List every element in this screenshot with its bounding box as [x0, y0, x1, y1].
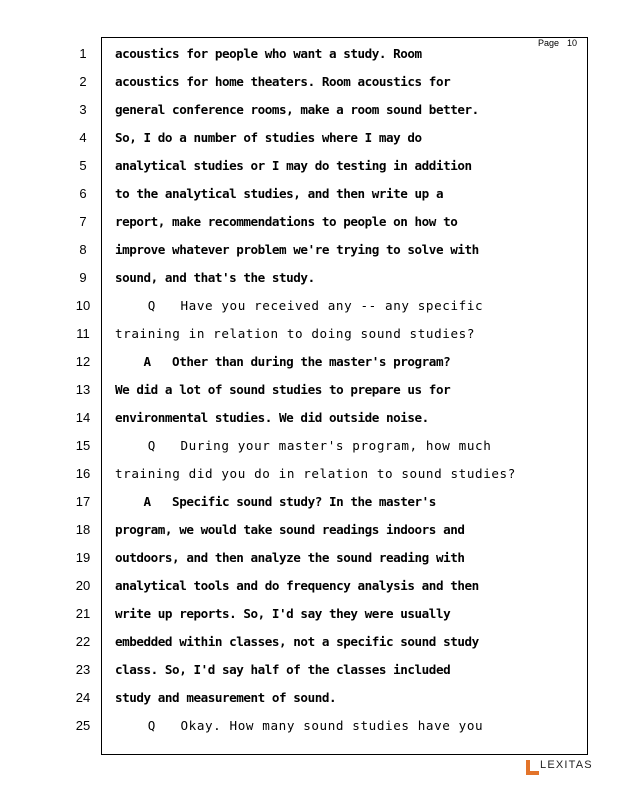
line-text: Q Okay. How many sound studies have you	[115, 718, 484, 733]
transcript-line	[0, 180, 618, 208]
page-label-text: Page	[537, 38, 559, 48]
transcript-line	[0, 68, 618, 96]
transcript-line	[0, 348, 618, 376]
line-number: 11	[76, 326, 90, 341]
line-text: training did you do in relation to sound studies?	[115, 466, 516, 481]
line-number: 23	[75, 662, 91, 677]
line-number: 14	[75, 410, 91, 425]
line-text: general conference rooms, make a room sound better.	[115, 102, 479, 117]
line-text: analytical studies or I may do testing in addition	[115, 158, 472, 173]
line-text: class. So, I'd say half of the classes included	[115, 662, 451, 677]
transcript-line	[0, 684, 618, 712]
line-number: 17	[75, 494, 91, 509]
transcript-line	[0, 656, 618, 684]
transcript-line	[0, 432, 618, 460]
transcript-line	[0, 376, 618, 404]
line-number: 16	[75, 466, 91, 481]
line-number: 18	[75, 522, 91, 537]
line-number: 20	[75, 578, 91, 593]
line-number: 10	[75, 298, 91, 313]
lexitas-logo-text: LEXITAS	[540, 759, 593, 771]
line-number: 4	[79, 130, 87, 145]
line-number: 6	[79, 186, 87, 201]
lexitas-logo	[526, 758, 596, 778]
line-number: 3	[79, 102, 87, 117]
line-text: environmental studies. We did outside noise.	[115, 410, 429, 425]
line-text: improve whatever problem we're trying to solve with	[115, 242, 479, 257]
transcript-line	[0, 544, 618, 572]
transcript-line	[0, 628, 618, 656]
line-number: 5	[79, 158, 87, 173]
transcript-line	[0, 292, 618, 320]
line-text: acoustics for home theaters. Room acoustics for	[115, 74, 451, 89]
transcript-line	[0, 124, 618, 152]
transcript-line	[0, 208, 618, 236]
line-text: write up reports. So, I'd say they were usually	[115, 606, 451, 621]
line-text: analytical tools and do frequency analysis and then	[115, 578, 479, 593]
line-text: sound, and that's the study.	[115, 270, 315, 285]
transcript-line	[0, 236, 618, 264]
line-text: Q During your master's program, how much	[115, 438, 492, 453]
transcript-line	[0, 600, 618, 628]
transcript-line	[0, 488, 618, 516]
transcript-line	[0, 712, 618, 740]
line-text: to the analytical studies, and then write up a	[115, 186, 444, 201]
line-text: study and measurement of sound.	[115, 690, 337, 705]
line-number: 2	[79, 74, 87, 89]
line-text: We did a lot of sound studies to prepare us for	[115, 382, 451, 397]
line-number: 22	[75, 634, 91, 649]
line-number: 24	[75, 690, 91, 705]
line-text: So, I do a number of studies where I may do	[115, 130, 422, 145]
line-text: embedded within classes, not a specific sound study	[115, 634, 479, 649]
page-number: 10	[566, 38, 577, 48]
lexitas-logo-icon	[526, 760, 539, 775]
line-number: 21	[75, 606, 91, 621]
transcript-line	[0, 152, 618, 180]
line-number: 13	[75, 382, 91, 397]
transcript-line	[0, 96, 618, 124]
line-text: A Specific sound study? In the master's	[115, 494, 436, 509]
line-text: outdoors, and then analyze the sound reading with	[115, 550, 465, 565]
transcript-line	[0, 320, 618, 348]
transcript-line	[0, 404, 618, 432]
line-number: 25	[75, 718, 91, 733]
line-text: Q Have you received any -- any specific	[115, 298, 484, 313]
line-text: training in relation to doing sound studies?	[115, 326, 476, 341]
transcript-line	[0, 516, 618, 544]
transcript-line	[0, 40, 618, 68]
transcript-line	[0, 460, 618, 488]
line-number: 9	[79, 270, 87, 285]
line-number: 12	[75, 354, 91, 369]
transcript-line	[0, 264, 618, 292]
line-number: 7	[79, 214, 87, 229]
line-text: acoustics for people who want a study. Room	[115, 46, 422, 61]
line-number: 15	[75, 438, 91, 453]
line-text: program, we would take sound readings indoors and	[115, 522, 465, 537]
line-number: 1	[79, 46, 87, 61]
line-text: A Other than during the master's program?	[115, 354, 451, 369]
line-number: 8	[79, 242, 87, 257]
line-number: 19	[75, 550, 91, 565]
line-text: report, make recommendations to people on how to	[115, 214, 458, 229]
transcript-line	[0, 572, 618, 600]
